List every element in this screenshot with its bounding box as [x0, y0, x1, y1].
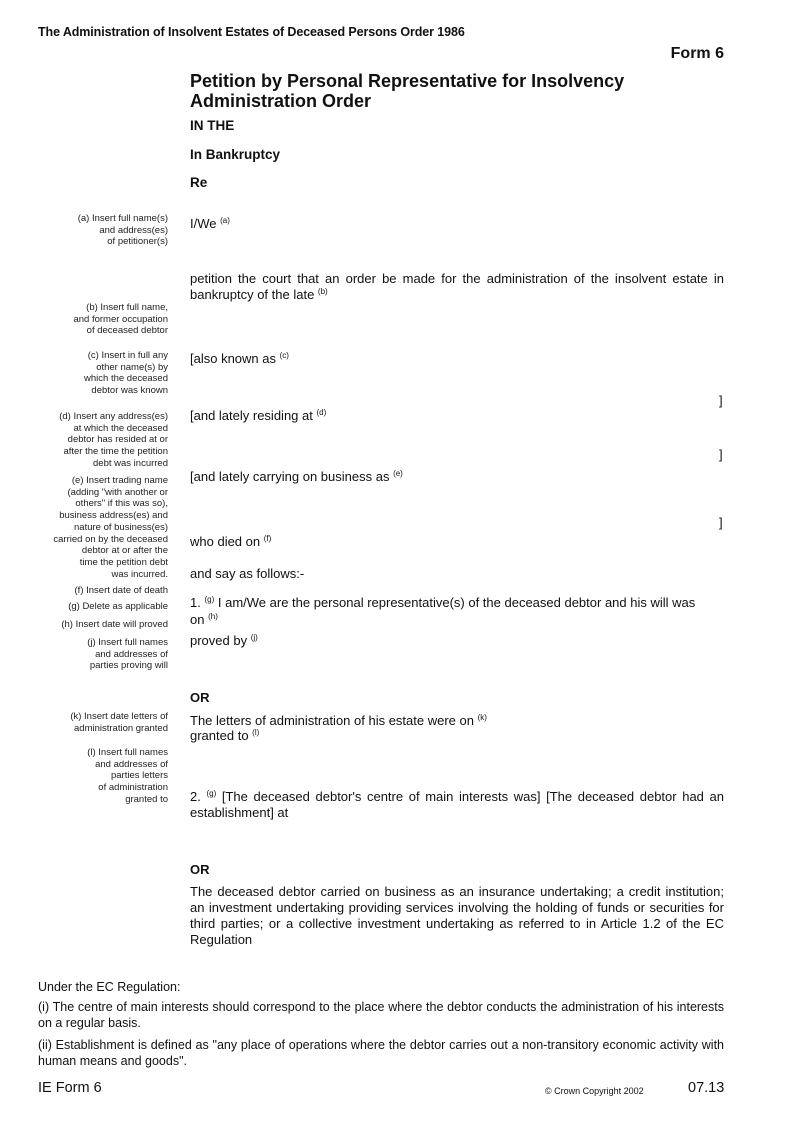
margin-note-j: (j) Insert full names and addresses of parties proving will [87, 637, 168, 672]
ref-k: (k) [477, 713, 487, 722]
insurance-paragraph: The deceased debtor carried on business as an insurance undertaking; a credit institution; an investment undertaking providing services involving the holding of funds or securities for third parties; or a collective investment undertaking as referred to in Article 1.2 of the EC Regulation [190, 884, 724, 947]
margin-note-f: (f) Insert date of death [74, 585, 168, 596]
business-label: [and lately carrying on business as [190, 469, 394, 484]
form-title: Petition by Personal Representative for Insolvency Administration Order [190, 71, 625, 111]
footer-version: 07.13 [688, 1080, 725, 1096]
para1-text: I am/We are the personal representative(s) of the deceased debtor and his will was [214, 595, 696, 610]
para2-text: [The deceased debtor's centre of main interests was] [The deceased debtor had an establishment] at [190, 789, 724, 820]
ref-d: (d) [316, 408, 327, 417]
letters-line [190, 713, 724, 729]
aka-label: [also known as [190, 351, 280, 366]
court-in-bankruptcy: In Bankruptcy [190, 147, 281, 162]
footer-copyright: © Crown Copyright 2002 [545, 1086, 644, 1096]
residing-line [190, 408, 724, 424]
ref-e: (e) [393, 469, 403, 478]
paragraph-1 [190, 595, 724, 611]
margin-note-g: (g) Delete as applicable [68, 601, 168, 612]
ref-c: (c) [279, 351, 289, 360]
granted-text: granted to [190, 728, 253, 743]
petition-text: petition the court that an order be made for the administration of the insolvent estate in bankruptcy of the late [190, 271, 724, 302]
ref-a: (a) [220, 216, 230, 225]
ref-b: (b) [317, 287, 328, 296]
para1-on: on [190, 612, 209, 627]
or-label-2: OR [190, 862, 210, 877]
para2-number: 2. [190, 789, 207, 804]
para1-on-line [190, 612, 724, 628]
margin-note-e: (e) Insert trading name (adding "with another or others" if this was so), business address(es) and nature of business(es) carried on by the deceased debtor at or after the time the petition debt was incurred. [53, 475, 168, 580]
para1-proved-line [190, 633, 724, 649]
say-as-follows: and say as follows:- [190, 566, 305, 581]
petition-paragraph [190, 271, 724, 303]
margin-note-l: (l) Insert full names and addresses of parties letters of administration granted to [87, 747, 168, 805]
paragraph-2 [190, 789, 724, 821]
margin-note-a: (a) Insert full name(s) and address(es) of petitioner(s) [77, 213, 168, 248]
para1-number: 1. [190, 595, 205, 610]
margin-note-c: (c) Insert in full any other name(s) by which the deceased debtor was known [84, 350, 168, 397]
petitioner-label: I/We [190, 216, 221, 231]
ref-j: (j) [250, 633, 258, 642]
aka-line [190, 351, 724, 367]
ref-l: (l) [252, 728, 260, 737]
residing-label: [and lately residing at [190, 408, 317, 423]
margin-note-d: (d) Insert any address(es) at which the deceased debtor has resided at or after the time the petition debt was incurred [59, 411, 168, 469]
petitioner-line [190, 216, 724, 232]
business-line [190, 469, 724, 485]
ref-f: (f) [263, 534, 272, 543]
ref-h: (h) [208, 612, 218, 621]
para1-proved: proved by [190, 633, 251, 648]
closing-bracket-residing: ] [719, 447, 723, 462]
closing-bracket-business: ] [719, 515, 723, 530]
margin-note-b: (b) Insert full name, and former occupation of deceased debtor [73, 302, 168, 337]
died-line [190, 534, 724, 550]
closing-bracket-aka: ] [719, 393, 723, 408]
footnote-i: (i) The centre of main interests should correspond to the place where the debtor conducts the administration of his interests on a regular basis. [38, 1000, 724, 1030]
ref-g: (g) [204, 595, 215, 604]
margin-note-h: (h) Insert date will proved [61, 619, 168, 630]
margin-note-k: (k) Insert date letters of administration granted [70, 711, 168, 734]
letters-text: The letters of administration of his estate were on [190, 713, 478, 728]
form-number: Form 6 [670, 45, 724, 62]
court-re: Re [190, 175, 208, 190]
court-in-the: IN THE [190, 118, 235, 133]
footnote-heading: Under the EC Regulation: [38, 980, 181, 994]
footer-form-id: IE Form 6 [38, 1080, 102, 1096]
footnote-ii: (ii) Establishment is defined as "any place of operations where the debtor carries out a non-transitory economic activity with human means and goods". [38, 1038, 724, 1068]
died-label: who died on [190, 534, 264, 549]
or-label-1: OR [190, 690, 210, 705]
granted-line [190, 728, 724, 744]
ref-g-2: (g) [206, 789, 217, 798]
statute-header: The Administration of Insolvent Estates of Deceased Persons Order 1986 [38, 25, 465, 39]
